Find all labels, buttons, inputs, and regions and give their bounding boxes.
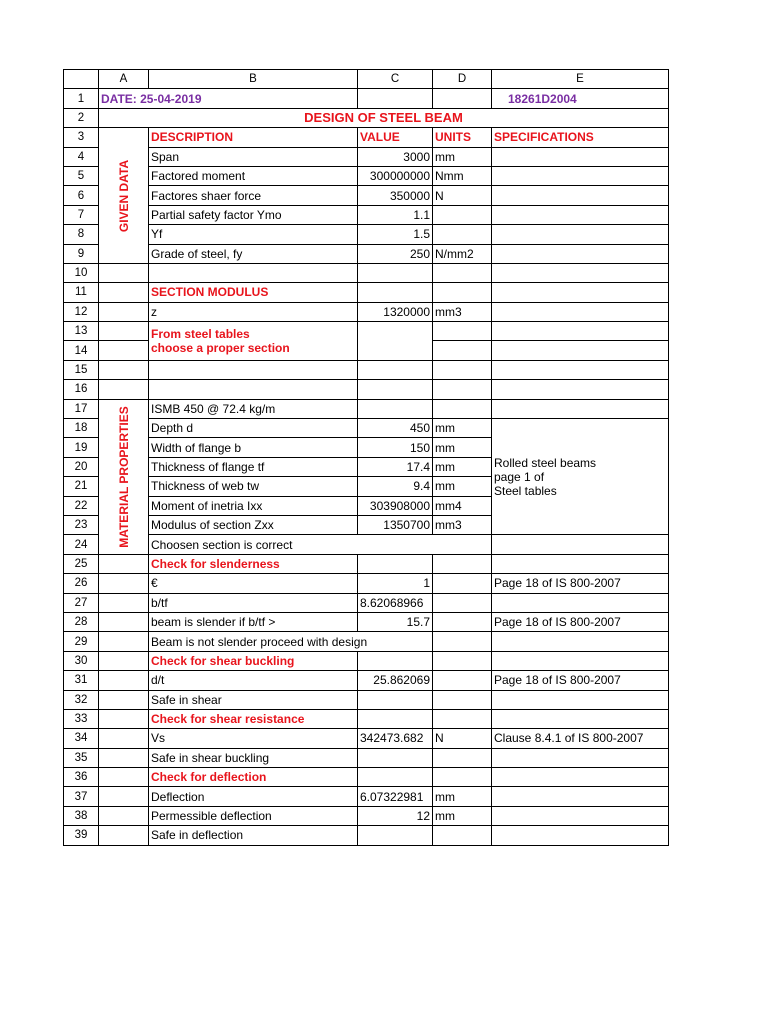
cell[interactable] bbox=[492, 186, 669, 205]
row-number[interactable]: 16 bbox=[64, 380, 99, 399]
material-value-cell[interactable]: 150 bbox=[358, 438, 433, 457]
cell[interactable] bbox=[433, 283, 492, 302]
vs-desc[interactable]: Vs bbox=[149, 729, 358, 748]
corner-cell[interactable] bbox=[64, 70, 99, 89]
material-unit-cell[interactable]: mm bbox=[433, 419, 492, 438]
row-number[interactable]: 37 bbox=[64, 787, 99, 806]
given-desc-cell[interactable]: Span bbox=[149, 147, 358, 166]
sheet-row bbox=[64, 612, 669, 631]
cell[interactable] bbox=[492, 651, 669, 670]
sheet-row bbox=[64, 302, 669, 321]
sheet-row bbox=[64, 535, 669, 554]
cell[interactable] bbox=[433, 380, 492, 399]
row-number[interactable]: 18 bbox=[64, 419, 99, 438]
cell[interactable] bbox=[492, 748, 669, 767]
cell[interactable] bbox=[99, 554, 149, 573]
column-header-d[interactable]: D bbox=[433, 70, 492, 89]
given-unit-cell[interactable]: Nmm bbox=[433, 166, 492, 185]
given-desc-cell[interactable]: Yf bbox=[149, 225, 358, 244]
cell[interactable] bbox=[358, 283, 433, 302]
sheet-row bbox=[64, 768, 669, 787]
epsilon-desc[interactable]: € bbox=[149, 574, 358, 593]
cell[interactable] bbox=[433, 826, 492, 845]
sheet-row bbox=[64, 748, 669, 767]
cell[interactable] bbox=[492, 322, 669, 341]
cell[interactable] bbox=[433, 709, 492, 728]
section-modulus-value[interactable]: 1320000 bbox=[358, 302, 433, 321]
material-desc-cell[interactable]: Width of flange b bbox=[149, 438, 358, 457]
cell[interactable] bbox=[99, 671, 149, 690]
deflection-heading[interactable]: Check for deflection bbox=[149, 768, 358, 787]
shear-buckling-result[interactable]: Safe in shear buckling bbox=[149, 748, 358, 767]
chosen-section-result[interactable]: Choosen section is correct bbox=[149, 535, 492, 554]
cell[interactable] bbox=[99, 341, 149, 360]
cell[interactable] bbox=[358, 768, 433, 787]
column-header-a[interactable]: A bbox=[99, 70, 149, 89]
rolled-steel-note-line3: Steel tables bbox=[494, 483, 557, 498]
sheet-row bbox=[64, 419, 669, 438]
rolled-steel-note-cell[interactable] bbox=[492, 419, 669, 535]
row-number[interactable]: 20 bbox=[64, 457, 99, 476]
cell[interactable] bbox=[99, 360, 149, 379]
material-unit-cell[interactable]: mm bbox=[433, 457, 492, 476]
cell[interactable] bbox=[99, 302, 149, 321]
given-value-cell[interactable]: 3000 bbox=[358, 147, 433, 166]
given-unit-cell[interactable]: N/mm2 bbox=[433, 244, 492, 263]
row-number[interactable]: 27 bbox=[64, 593, 99, 612]
sheet-row bbox=[64, 709, 669, 728]
sheet-row bbox=[64, 166, 669, 185]
deflection-unit[interactable]: mm bbox=[433, 787, 492, 806]
given-desc-cell[interactable]: Partial safety factor Ymo bbox=[149, 205, 358, 224]
row-number[interactable]: 19 bbox=[64, 438, 99, 457]
sheet-row bbox=[64, 574, 669, 593]
cell[interactable] bbox=[99, 806, 149, 825]
material-unit-cell[interactable]: mm3 bbox=[433, 515, 492, 534]
sheet-row bbox=[64, 360, 669, 379]
sheet-row bbox=[64, 225, 669, 244]
material-properties-side-label: MATERIAL PROPERTIES bbox=[116, 405, 131, 548]
sheet-row bbox=[64, 322, 669, 341]
steel-tables-note-line2: choose a proper section bbox=[151, 340, 290, 355]
cell[interactable] bbox=[99, 709, 149, 728]
cell[interactable] bbox=[99, 632, 149, 651]
section-modulus-desc[interactable]: z bbox=[149, 302, 358, 321]
cell[interactable] bbox=[433, 593, 492, 612]
deflection-value[interactable]: 6.07322981 bbox=[358, 787, 433, 806]
cell[interactable] bbox=[433, 263, 492, 282]
row-number[interactable]: 36 bbox=[64, 768, 99, 787]
sheet-row bbox=[64, 554, 669, 573]
cell[interactable] bbox=[433, 651, 492, 670]
given-value-cell[interactable]: 300000000 bbox=[358, 166, 433, 185]
rolled-steel-note-line1: Rolled steel beams bbox=[494, 455, 597, 470]
given-unit-cell[interactable]: N bbox=[433, 186, 492, 205]
cell[interactable] bbox=[492, 709, 669, 728]
cell[interactable] bbox=[433, 612, 492, 631]
cell[interactable] bbox=[358, 826, 433, 845]
cell[interactable] bbox=[358, 748, 433, 767]
cell[interactable] bbox=[358, 263, 433, 282]
slender-limit-spec[interactable]: Page 18 of IS 800-2007 bbox=[492, 612, 669, 631]
sheet-row bbox=[64, 205, 669, 224]
cell[interactable] bbox=[492, 205, 669, 224]
row-number[interactable]: 33 bbox=[64, 709, 99, 728]
cell[interactable] bbox=[99, 826, 149, 845]
given-desc-cell[interactable]: Factores shaer force bbox=[149, 186, 358, 205]
cell[interactable] bbox=[433, 89, 492, 108]
cell[interactable] bbox=[492, 535, 669, 554]
cell[interactable] bbox=[433, 341, 492, 360]
cell[interactable] bbox=[99, 787, 149, 806]
row-number[interactable]: 35 bbox=[64, 748, 99, 767]
row-number[interactable]: 31 bbox=[64, 671, 99, 690]
epsilon-spec[interactable]: Page 18 of IS 800-2007 bbox=[492, 574, 669, 593]
row-number[interactable]: 7 bbox=[64, 205, 99, 224]
epsilon-value[interactable]: 1 bbox=[358, 574, 433, 593]
cell[interactable] bbox=[492, 690, 669, 709]
section-modulus-unit[interactable]: mm3 bbox=[433, 302, 492, 321]
slender-limit-desc[interactable]: beam is slender if b/tf > bbox=[149, 612, 358, 631]
row-number[interactable]: 8 bbox=[64, 225, 99, 244]
dt-value[interactable]: 25.862069 bbox=[358, 671, 433, 690]
cell[interactable] bbox=[492, 302, 669, 321]
dt-spec[interactable]: Page 18 of IS 800-2007 bbox=[492, 671, 669, 690]
material-desc-cell[interactable]: Modulus of section Zxx bbox=[149, 515, 358, 534]
cell[interactable] bbox=[99, 263, 149, 282]
cell[interactable] bbox=[492, 632, 669, 651]
cell[interactable] bbox=[433, 768, 492, 787]
row-number[interactable]: 13 bbox=[64, 322, 99, 341]
cell[interactable] bbox=[433, 399, 492, 418]
sheet-row bbox=[64, 826, 669, 845]
specifications-header[interactable]: SPECIFICATIONS bbox=[492, 128, 669, 147]
cell[interactable] bbox=[433, 554, 492, 573]
cell[interactable] bbox=[492, 768, 669, 787]
cell[interactable] bbox=[358, 380, 433, 399]
shear-resistance-heading[interactable]: Check for shear resistance bbox=[149, 709, 358, 728]
row-number[interactable]: 21 bbox=[64, 477, 99, 496]
cell[interactable] bbox=[99, 729, 149, 748]
cell[interactable] bbox=[492, 341, 669, 360]
row-number[interactable]: 32 bbox=[64, 690, 99, 709]
row-number[interactable]: 3 bbox=[64, 128, 99, 147]
cell[interactable] bbox=[358, 554, 433, 573]
cell[interactable] bbox=[99, 593, 149, 612]
given-desc-cell[interactable]: Factored moment bbox=[149, 166, 358, 185]
cell[interactable] bbox=[99, 574, 149, 593]
cell[interactable] bbox=[99, 690, 149, 709]
shear-result[interactable]: Safe in shear bbox=[149, 690, 358, 709]
row-number[interactable]: 2 bbox=[64, 108, 99, 127]
sheet-row bbox=[64, 89, 669, 108]
cell[interactable] bbox=[433, 748, 492, 767]
vs-spec[interactable]: Clause 8.4.1 of IS 800-2007 bbox=[492, 729, 669, 748]
cell[interactable] bbox=[492, 225, 669, 244]
sheet-row bbox=[64, 690, 669, 709]
sheet-row bbox=[64, 729, 669, 748]
cell[interactable] bbox=[433, 671, 492, 690]
material-desc-cell[interactable]: Thickness of flange tf bbox=[149, 457, 358, 476]
rolled-steel-note-line2: page 1 of bbox=[494, 469, 545, 484]
sheet-row bbox=[64, 244, 669, 263]
material-value-cell[interactable]: 450 bbox=[358, 419, 433, 438]
row-number[interactable]: 25 bbox=[64, 554, 99, 573]
sheet-row bbox=[64, 283, 669, 302]
row-number[interactable]: 39 bbox=[64, 826, 99, 845]
row-number[interactable]: 6 bbox=[64, 186, 99, 205]
given-unit-cell[interactable] bbox=[433, 205, 492, 224]
sheet-row bbox=[64, 380, 669, 399]
cell[interactable] bbox=[492, 380, 669, 399]
row-number[interactable]: 14 bbox=[64, 341, 99, 360]
row-number[interactable]: 24 bbox=[64, 535, 99, 554]
sheet-row bbox=[64, 651, 669, 670]
cell[interactable] bbox=[492, 787, 669, 806]
slender-limit-value[interactable]: 15.7 bbox=[358, 612, 433, 631]
section-modulus-heading[interactable]: SECTION MODULUS bbox=[149, 283, 358, 302]
deflection-result[interactable]: Safe in deflection bbox=[149, 826, 358, 845]
cell[interactable] bbox=[492, 806, 669, 825]
cell[interactable] bbox=[99, 651, 149, 670]
row-number[interactable]: 9 bbox=[64, 244, 99, 263]
given-unit-cell[interactable]: mm bbox=[433, 147, 492, 166]
cell[interactable] bbox=[433, 690, 492, 709]
given-value-cell[interactable]: 250 bbox=[358, 244, 433, 263]
sheet-row bbox=[64, 263, 669, 282]
row-number[interactable]: 28 bbox=[64, 612, 99, 631]
cell[interactable] bbox=[433, 574, 492, 593]
cell[interactable] bbox=[358, 709, 433, 728]
sheet-row bbox=[64, 186, 669, 205]
cell[interactable] bbox=[149, 360, 358, 379]
cell[interactable] bbox=[358, 690, 433, 709]
row-number[interactable]: 5 bbox=[64, 166, 99, 185]
material-value-cell[interactable]: 1350700 bbox=[358, 515, 433, 534]
row-number[interactable]: 26 bbox=[64, 574, 99, 593]
sheet-row bbox=[64, 147, 669, 166]
sheet-row bbox=[64, 593, 669, 612]
row-number[interactable]: 12 bbox=[64, 302, 99, 321]
cell[interactable] bbox=[492, 399, 669, 418]
permissible-deflection-desc[interactable]: Permessible deflection bbox=[149, 806, 358, 825]
material-unit-cell[interactable]: mm bbox=[433, 438, 492, 457]
vs-value[interactable]: 342473.682 bbox=[358, 729, 433, 748]
sheet-title[interactable]: DESIGN OF STEEL BEAM bbox=[99, 108, 669, 127]
given-desc-cell[interactable]: Grade of steel, fy bbox=[149, 244, 358, 263]
sheet-row bbox=[64, 399, 669, 418]
given-value-cell[interactable]: 350000 bbox=[358, 186, 433, 205]
cell[interactable] bbox=[492, 554, 669, 573]
cell[interactable] bbox=[99, 322, 149, 341]
row-number[interactable]: 11 bbox=[64, 283, 99, 302]
cell[interactable] bbox=[358, 360, 433, 379]
row-number[interactable]: 17 bbox=[64, 399, 99, 418]
section-name-cell[interactable]: ISMB 450 @ 72.4 kg/m bbox=[149, 399, 358, 418]
row-number[interactable]: 29 bbox=[64, 632, 99, 651]
cell[interactable] bbox=[99, 748, 149, 767]
dt-desc[interactable]: d/t bbox=[149, 671, 358, 690]
row-number[interactable]: 30 bbox=[64, 651, 99, 670]
sheet-row bbox=[64, 128, 669, 147]
value-header[interactable]: VALUE bbox=[358, 128, 433, 147]
material-value-cell[interactable]: 9.4 bbox=[358, 477, 433, 496]
column-header-c[interactable]: C bbox=[358, 70, 433, 89]
cell[interactable] bbox=[433, 632, 492, 651]
given-unit-cell[interactable] bbox=[433, 225, 492, 244]
cell[interactable] bbox=[492, 244, 669, 263]
material-desc-cell[interactable]: Depth d bbox=[149, 419, 358, 438]
row-number[interactable]: 23 bbox=[64, 515, 99, 534]
material-unit-cell[interactable]: mm bbox=[433, 477, 492, 496]
column-header-b[interactable]: B bbox=[149, 70, 358, 89]
sheet-row bbox=[64, 787, 669, 806]
material-unit-cell[interactable]: mm4 bbox=[433, 496, 492, 515]
cell[interactable] bbox=[492, 593, 669, 612]
material-value-cell[interactable]: 303908000 bbox=[358, 496, 433, 515]
sheet-row bbox=[64, 108, 669, 127]
given-value-cell[interactable]: 1.1 bbox=[358, 205, 433, 224]
sheet-row bbox=[64, 806, 669, 825]
cell[interactable] bbox=[99, 768, 149, 787]
cell[interactable] bbox=[492, 360, 669, 379]
material-value-cell[interactable]: 17.4 bbox=[358, 457, 433, 476]
slenderness-heading[interactable]: Check for slenderness bbox=[149, 554, 358, 573]
btf-value[interactable]: 8.62068966 bbox=[358, 593, 433, 612]
cell[interactable] bbox=[492, 826, 669, 845]
column-header-row bbox=[64, 70, 669, 89]
sheet-row bbox=[64, 671, 669, 690]
btf-desc[interactable]: b/tf bbox=[149, 593, 358, 612]
row-number[interactable]: 38 bbox=[64, 806, 99, 825]
description-header[interactable]: DESCRIPTION bbox=[149, 128, 358, 147]
material-properties-side-label-cell[interactable] bbox=[99, 399, 149, 554]
cell[interactable] bbox=[358, 399, 433, 418]
cell[interactable] bbox=[358, 322, 433, 361]
steel-tables-note-cell[interactable] bbox=[149, 322, 358, 361]
row-number[interactable]: 15 bbox=[64, 360, 99, 379]
sheet-row bbox=[64, 632, 669, 651]
cell[interactable] bbox=[492, 283, 669, 302]
student-id-cell[interactable]: 18261D2004 bbox=[492, 89, 669, 108]
slenderness-result[interactable]: Beam is not slender proceed with design bbox=[149, 632, 433, 651]
row-number[interactable]: 1 bbox=[64, 89, 99, 108]
cell[interactable] bbox=[99, 283, 149, 302]
given-value-cell[interactable]: 1.5 bbox=[358, 225, 433, 244]
permissible-deflection-unit[interactable]: mm bbox=[433, 806, 492, 825]
shear-buckling-heading[interactable]: Check for shear buckling bbox=[149, 651, 358, 670]
cell[interactable] bbox=[149, 263, 358, 282]
given-data-side-label: GIVEN DATA bbox=[116, 159, 131, 232]
date-cell[interactable]: DATE: 25-04-2019 bbox=[99, 89, 358, 108]
cell[interactable] bbox=[492, 166, 669, 185]
cell[interactable] bbox=[99, 380, 149, 399]
deflection-desc[interactable]: Deflection bbox=[149, 787, 358, 806]
cell[interactable] bbox=[433, 322, 492, 341]
column-header-e[interactable]: E bbox=[492, 70, 669, 89]
permissible-deflection-value[interactable]: 12 bbox=[358, 806, 433, 825]
cell[interactable] bbox=[149, 380, 358, 399]
cell[interactable] bbox=[99, 612, 149, 631]
cell[interactable] bbox=[433, 360, 492, 379]
units-header[interactable]: UNITS bbox=[433, 128, 492, 147]
cell[interactable] bbox=[492, 263, 669, 282]
cell[interactable] bbox=[492, 147, 669, 166]
material-desc-cell[interactable]: Thickness of web tw bbox=[149, 477, 358, 496]
cell[interactable] bbox=[358, 651, 433, 670]
row-number[interactable]: 10 bbox=[64, 263, 99, 282]
spreadsheet bbox=[63, 69, 669, 846]
row-number[interactable]: 4 bbox=[64, 147, 99, 166]
cell[interactable] bbox=[358, 89, 433, 108]
vs-unit[interactable]: N bbox=[433, 729, 492, 748]
row-number[interactable]: 22 bbox=[64, 496, 99, 515]
row-number[interactable]: 34 bbox=[64, 729, 99, 748]
material-desc-cell[interactable]: Moment of inetria Ixx bbox=[149, 496, 358, 515]
given-data-side-label-cell[interactable] bbox=[99, 128, 149, 264]
steel-tables-note-line1: From steel tables bbox=[151, 326, 250, 341]
